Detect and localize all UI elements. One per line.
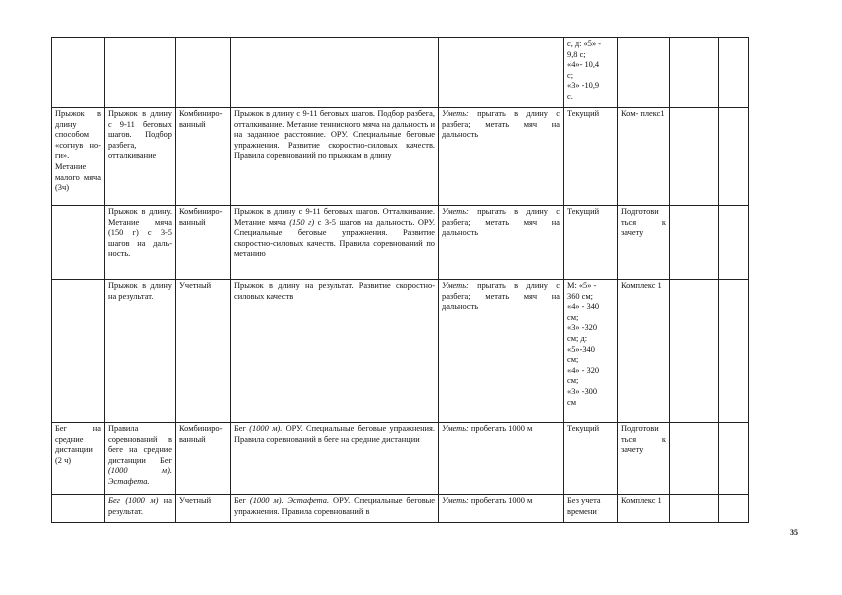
control-line: времени [567, 506, 597, 516]
homework-cell: Комплекс 1 [618, 280, 670, 423]
control-line: см; д: [567, 333, 588, 343]
control-cell: Текущий [564, 206, 618, 280]
empty-cell [670, 423, 719, 495]
requirements-label: Уметь: [442, 281, 469, 290]
lesson-type-cell: Комбиниро- ванный [176, 423, 231, 495]
lesson-cell: Прыжок в длину с 9-11 беговых шагов. Подбор разбега, отталкивание [105, 108, 176, 206]
lesson-text: Прыжок в длину. [108, 207, 172, 216]
requirements-cell [439, 423, 564, 495]
control-cell [564, 280, 618, 423]
control-line: «3» -300 [567, 386, 598, 396]
control-line: с, д: «5» - [567, 39, 602, 48]
content-text: Прыжок в длину с 9-11 беговых шагов. Отталкивание. Метание мяча [234, 207, 435, 227]
content-italic: (1000 м). [249, 424, 283, 433]
control-line: «3» -10,9 [567, 81, 600, 91]
homework-cell: Подготови ться к зачету [618, 206, 670, 280]
content-text: Бег [234, 424, 246, 433]
empty-cell [670, 108, 719, 206]
requirements-text: прыгать в длину с разбега; метать мяч на дальность [442, 281, 560, 312]
lesson-plan-table [51, 37, 749, 523]
empty-cell [719, 206, 749, 280]
empty-cell [719, 38, 749, 108]
empty-cell [719, 280, 749, 423]
requirements-label: Уметь: [442, 424, 469, 433]
control-cell: Текущий [564, 423, 618, 495]
lesson-type-cell: Учетный [176, 280, 231, 423]
table-row [52, 38, 749, 108]
control-line: 9,8 с; [567, 49, 586, 59]
topic-cell: Бег на средние дистанции (2 ч) [52, 423, 105, 495]
content-cell: Прыжок в длину с 9-11 беговых шагов. Подбор разбега, отталкивание. Метание теннисного мяча на дальность и на заданное расстояние. ОРУ. Специальные беговые упражнения. Развитие скоростно-силовых качеств. Правила соревнований по прыжкам в длину [231, 108, 439, 206]
table-row [52, 206, 749, 280]
control-line: «4» - 340 [567, 302, 600, 312]
content-italic: (150 г) [289, 217, 315, 227]
lesson-cell: Прыжок в длину на результат. [105, 280, 176, 423]
requirements-cell [439, 280, 564, 423]
control-cell [564, 495, 618, 523]
empty-cell [670, 280, 719, 423]
requirements-text: пробегать 1000 м [470, 424, 533, 433]
topic-cell [52, 38, 105, 108]
control-cell: Текущий [564, 108, 618, 206]
requirements-cell [439, 495, 564, 523]
control-line: «4»- 10,4 [567, 60, 600, 70]
empty-cell [719, 423, 749, 495]
empty-cell [670, 38, 719, 108]
content-cell: Прыжок в длину на результат. Развитие скоростно-силовых качеств [231, 280, 439, 423]
lesson-type-cell: Комбиниро- ванный [176, 206, 231, 280]
homework-cell: Ком- плекс1 [618, 108, 670, 206]
lesson-text: Метание мяча (150 г) с 3-5 шагов на даль- ность. [108, 217, 172, 259]
empty-cell [719, 495, 749, 523]
content-cell [231, 38, 439, 108]
requirements-label: Уметь: [442, 496, 469, 505]
topic-cell [52, 280, 105, 423]
requirements-text: пробегать 1000 м [470, 496, 533, 505]
requirements-cell [439, 206, 564, 280]
table-row [52, 280, 749, 423]
empty-cell [670, 206, 719, 280]
lesson-cell [105, 38, 176, 108]
content-cell [231, 495, 439, 523]
content-cell [231, 423, 439, 495]
requirements-label: Уметь: [442, 109, 469, 118]
lesson-cell [105, 495, 176, 523]
control-line: Без учета [567, 496, 601, 505]
control-line: см; [567, 376, 579, 386]
control-line: см [567, 397, 577, 407]
requirements-cell [439, 108, 564, 206]
table-row [52, 495, 749, 523]
control-line: «4» - 320 [567, 365, 600, 375]
requirements-label: Уметь: [442, 207, 469, 216]
topic-cell: Прыжок в длину способом «согнув но- ги». Метание малого мяча (3ч) [52, 108, 105, 206]
control-line: «5»-340 [567, 344, 595, 354]
control-line: с. [567, 91, 573, 101]
lesson-text: Правила соревнований в беге на средние дистанции Бег [108, 424, 172, 465]
requirements-cell [439, 38, 564, 108]
requirements-text: прыгать в длину с разбега; метать мяч на дальность [442, 109, 560, 140]
lesson-italic: Бег (1000 м) [108, 496, 159, 505]
table-row [52, 423, 749, 495]
control-line: «3» -320 [567, 323, 598, 333]
content-text: с 3-5 шагов на дальность. ОРУ. Специальные беговые упражнения. Развитие скоростно-силовых качеств. Правила соревнований по метанию [234, 217, 436, 259]
homework-cell [618, 38, 670, 108]
content-cell [231, 206, 439, 280]
homework-cell: Комплекс 1 [618, 495, 670, 523]
lesson-text: на результат. [108, 496, 172, 516]
requirements-text: прыгать в длину с разбега; метать мяч на дальность [442, 207, 560, 238]
lesson-cell [105, 206, 176, 280]
control-line: 360 см; [567, 291, 594, 301]
lesson-type-cell: Учетный [176, 495, 231, 523]
content-text: ОРУ. Специальные беговые упражнения. Правила соревнований в беге на средние дистанции [234, 424, 435, 444]
content-text: ОРУ. Специальные беговые упражнения. Правила соревнований в [234, 496, 435, 516]
control-line: см; [567, 355, 579, 365]
lesson-type-cell: Комбиниро- ванный [176, 108, 231, 206]
control-cell [564, 38, 618, 108]
lesson-cell [105, 423, 176, 495]
lesson-italic: (1000 м). Эстафета. [108, 466, 172, 486]
empty-cell [719, 108, 749, 206]
control-line: см; [567, 312, 579, 322]
table-row [52, 108, 749, 206]
homework-cell: Подготови ться к зачету [618, 423, 670, 495]
content-text: Бег [234, 496, 246, 505]
control-line: М: «5» - [567, 281, 597, 290]
topic-cell [52, 206, 105, 280]
page-number: 35 [790, 528, 798, 537]
content-italic: (1000 м). Эстафета. [249, 496, 330, 505]
control-line: с; [567, 70, 574, 80]
lesson-type-cell [176, 38, 231, 108]
topic-cell [52, 495, 105, 523]
empty-cell [670, 495, 719, 523]
